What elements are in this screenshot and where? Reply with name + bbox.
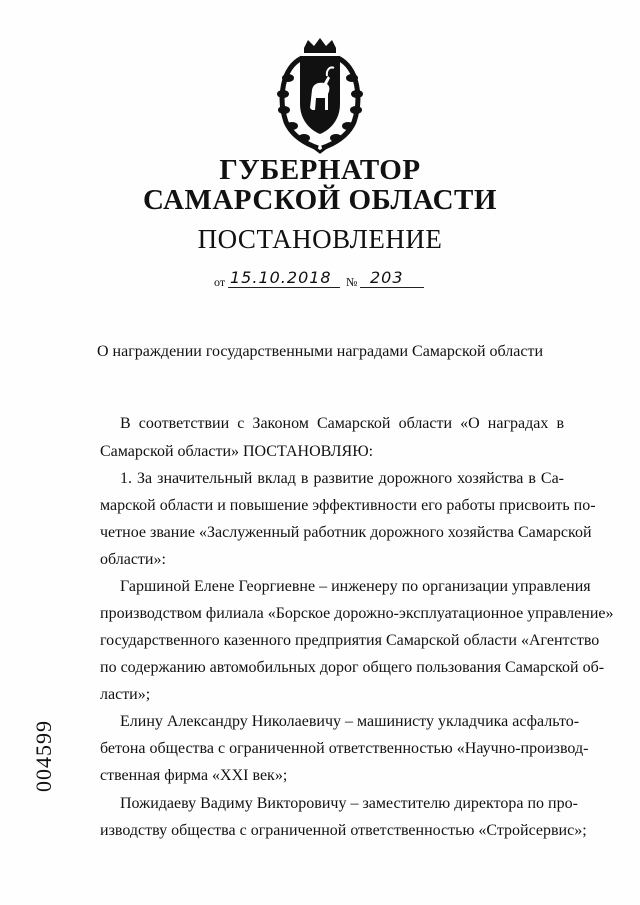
document-subject: О награждении государственными наградами Самарской области [96, 343, 544, 360]
body-line: изводству общества с ограниченной ответственностью «Стройсервис»; [100, 822, 587, 839]
body-line: Гаршиной Елене Георгиевне – инженеру по организации управления [120, 578, 591, 595]
body-line: Пожидаеву Вадиму Викторовичу – заместителю директора по про- [120, 795, 578, 812]
body-line: 1. За значительный вклад в развитие дорожного хозяйства в Са- [120, 470, 564, 487]
body-line: В соответствии с Законом Самарской области «О наградах в [120, 415, 564, 432]
date-prefix: от [214, 275, 226, 289]
body-line: ласти»; [100, 686, 151, 703]
body-line: области»: [100, 551, 166, 568]
body-line: четное звание «Заслуженный работник дорожного хозяйства Самарской [100, 524, 592, 541]
body-line: производством филиала «Борское дорожно-эксплуатационное управление» [100, 605, 614, 622]
number-value: 203 [370, 268, 404, 287]
body-line: марской области и повышение эффективности его работы присвоить по- [100, 497, 596, 514]
body-line: Самарской области» ПОСТАНОВЛЯЮ: [100, 443, 374, 460]
number-underline [360, 287, 424, 288]
samara-coat-of-arms-icon [272, 38, 368, 156]
date-underline [228, 287, 340, 288]
number-prefix: № [346, 275, 358, 289]
body-line: Елину Александру Николаевичу – машинисту укладчика асфальто- [120, 713, 580, 730]
document-type: ПОСТАНОВЛЕНИЕ [197, 224, 443, 254]
body-line: государственного казенного предприятия Самарской области «Агентство [100, 632, 600, 649]
date-value: 15.10.2018 [230, 268, 332, 287]
date-number-line [214, 267, 434, 289]
issuer-title: ГУБЕРНАТОР [219, 154, 421, 186]
body-line: ственная фирма «XXI век»; [100, 767, 288, 784]
body-line: по содержанию автомобильных дорог общего пользования Самарской об- [100, 659, 605, 676]
margin-serial-number: 004599 [31, 720, 56, 792]
issuer-region: САМАРСКОЙ ОБЛАСТИ [143, 184, 497, 216]
body-line: бетона общества с ограниченной ответственностью «Научно-производ- [100, 740, 589, 757]
